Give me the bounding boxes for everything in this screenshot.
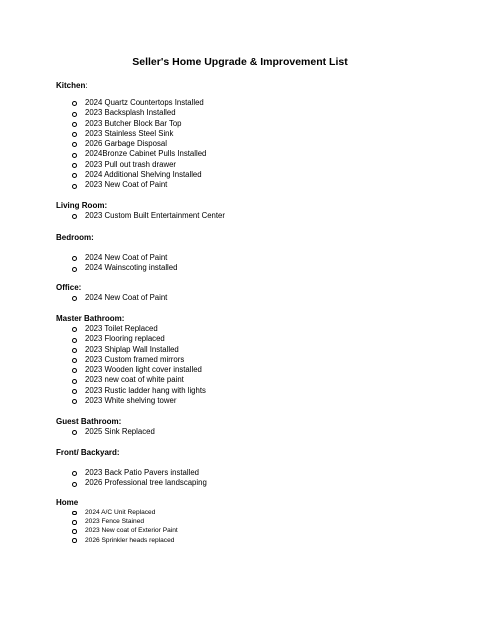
list-item: 2023 new coat of white paint — [72, 375, 206, 385]
list-item: 2026 Sprinkler heads replaced — [72, 536, 178, 545]
list-item: 2023 Pull out trash drawer — [72, 160, 206, 170]
list-item: 2025 Sink Replaced — [72, 427, 155, 437]
master-bathroom-list — [72, 324, 206, 406]
front-backyard-list — [72, 468, 207, 489]
list-item: 2026 Garbage Disposal — [72, 139, 206, 149]
list-item: 2023 Back Patio Pavers installed — [72, 468, 207, 478]
bedroom-list — [72, 253, 177, 274]
section-heading-front-backyard: Front/ Backyard: — [56, 448, 120, 457]
section-heading-colon: : — [85, 81, 88, 90]
list-item: 2024 Quartz Countertops Installed — [72, 98, 206, 108]
section-heading-living-room: Living Room: — [56, 201, 108, 210]
office-list — [72, 293, 167, 303]
section-heading-kitchen — [56, 81, 88, 91]
section-heading-office: Office: — [56, 283, 82, 292]
section-heading-home: Home — [56, 498, 79, 507]
list-item: 2023 Backsplash Installed — [72, 108, 206, 118]
list-item: 2023 Fence Stained — [72, 517, 178, 526]
list-item: 2023 White shelving tower — [72, 396, 206, 406]
list-item: 2023 Stainless Steel Sink — [72, 129, 206, 139]
list-item: 2026 Professional tree landscaping — [72, 478, 207, 488]
list-item: 2023 New Coat of Paint — [72, 180, 206, 190]
list-item: 2024 A/C Unit Replaced — [72, 508, 178, 517]
guest-bathroom-list — [72, 427, 155, 437]
list-item: 2024 New Coat of Paint — [72, 253, 177, 263]
list-item: 2023 Wooden light cover installed — [72, 365, 206, 375]
list-item: 2023 New coat of Exterior Paint — [72, 526, 178, 535]
living-room-list — [72, 211, 225, 221]
list-item: 2024Bronze Cabinet Pulls Installed — [72, 149, 206, 159]
section-heading-guest-bathroom: Guest Bathroom: — [56, 417, 122, 426]
list-item: 2024 New Coat of Paint — [72, 293, 167, 303]
section-heading-master-bathroom: Master Bathroom: — [56, 314, 125, 323]
list-item: 2023 Shiplap Wall Installed — [72, 345, 206, 355]
list-item: 2023 Butcher Block Bar Top — [72, 119, 206, 129]
list-item: 2024 Wainscoting installed — [72, 263, 177, 273]
list-item: 2024 Additional Shelving Installed — [72, 170, 206, 180]
list-item: 2023 Flooring replaced — [72, 334, 206, 344]
list-item: 2023 Toilet Replaced — [72, 324, 206, 334]
page-title: Seller's Home Upgrade & Improvement List — [132, 56, 348, 68]
home-list — [72, 508, 178, 545]
kitchen-list — [72, 98, 206, 191]
section-heading-label: Kitchen — [56, 81, 86, 90]
list-item: 2023 Rustic ladder hang with lights — [72, 386, 206, 396]
section-heading-bedroom: Bedroom: — [56, 233, 94, 242]
list-item: 2023 Custom framed mirrors — [72, 355, 206, 365]
list-item: 2023 Custom Built Entertainment Center — [72, 211, 225, 221]
